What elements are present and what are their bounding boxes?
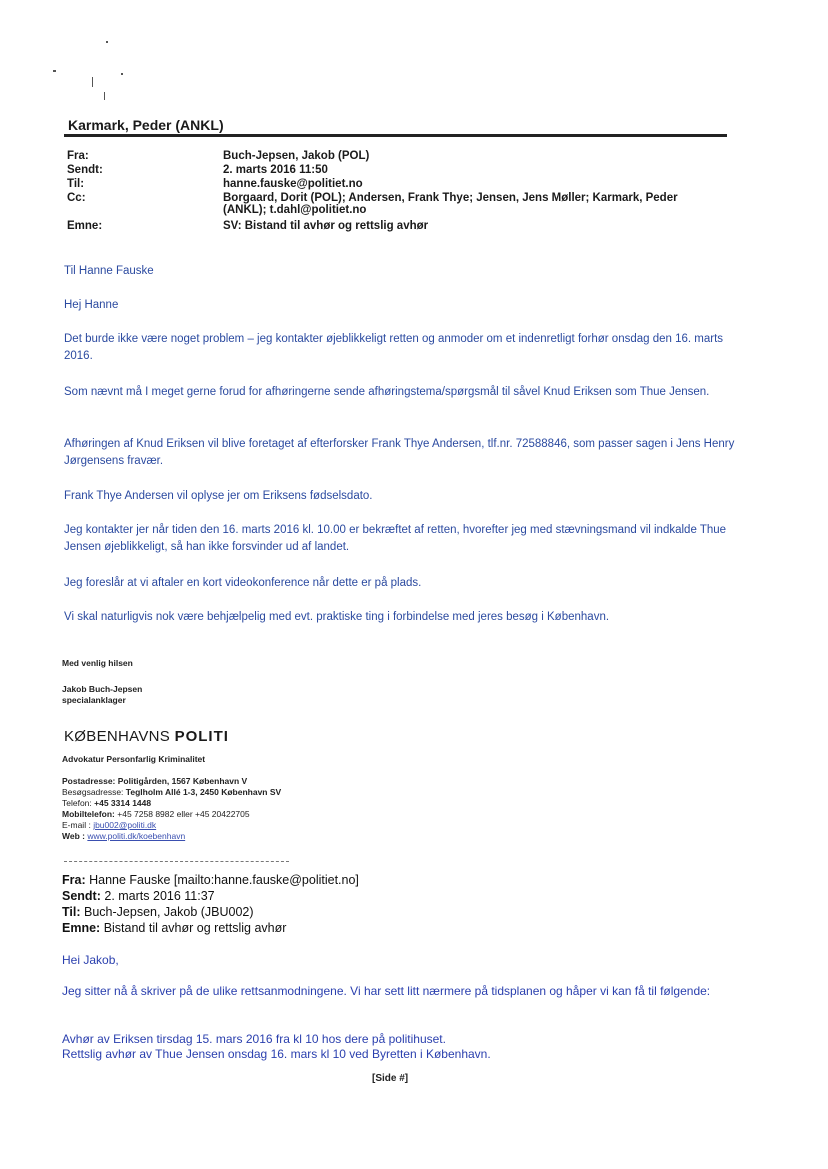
from-value: Buch-Jepsen, Jakob (POL) [223,150,370,162]
phone-value: +45 3314 1448 [94,798,152,808]
fwd-to-label: Til: [62,905,81,919]
to-value: hanne.fauske@politiet.no [223,178,363,190]
fwd-schedule-line: Rettslig avhør av Thue Jensen onsdag 16. mars kl 10 ved Byretten i København. [62,1047,491,1061]
visit-label: Besøgsadresse: [62,787,124,797]
message-paragraph: Som nævnt må I meget gerne forud for afhøringerne sende afhøringstema/spørgsmål til såvel Knud Eriksen som Thue Jensen. [64,386,710,398]
subject-label: Emne: [67,220,103,232]
forward-separator [64,861,289,862]
signature-role: specialanklager [62,695,126,705]
mobile-value: +45 7258 8982 eller +45 20422705 [117,809,250,819]
fwd-from-label: Fra: [62,873,86,887]
email-line [62,820,156,830]
message-paragraph: Jeg foreslår at vi aftaler en kort videokonference når dette er på plads. [64,577,422,589]
postal-label: Postadresse: [62,776,116,786]
message-paragraph: Vi skal naturligvis nok være behjælpelig med evt. praktiske ting i forbindelse med jeres besøg i København. [64,611,610,623]
phone-line [62,798,151,808]
message-addressee: Til Hanne Fauske [64,265,154,277]
logo-text-right: POLITI [174,728,229,745]
phone-label: Telefon: [62,798,92,808]
signature-greeting: Med venlig hilsen [62,658,133,668]
message-greeting: Hej Hanne [64,299,119,311]
fwd-sent-value: 2. marts 2016 11:37 [104,889,215,903]
fwd-sent-label: Sendt: [62,889,101,903]
sent-value: 2. marts 2016 11:50 [223,164,328,176]
to-label: Til: [67,178,85,190]
cc-value: Borgaard, Dorit (POL); Andersen, Frank Thye; Jensen, Jens Møller; Karmark, Peder (ANKL); t.dahl@politiet.no [223,192,678,216]
from-label: Fra: [67,150,89,162]
fwd-subject-line [62,920,286,937]
web-label: Web : [62,831,85,841]
subject-value: SV: Bistand til avhør og rettslig avhør [223,220,429,232]
message-paragraph: Jeg kontakter jer når tiden den 16. marts 2016 kl. 10.00 er bekræftet af retten, hvorefter jeg med stævningsmand vil indkalde Thue Jensen øjeblikkeligt, så han ikke forsvinder ud af landet. [64,524,727,553]
cc-label: Cc: [67,192,86,204]
web-line [62,831,185,841]
page-number: [Side #] [372,1073,409,1084]
fwd-sent-line [62,888,215,905]
fwd-subject-value: Bistand til avhør og rettslig avhør [103,921,287,935]
mobile-line [62,809,250,819]
fwd-from-value: Hanne Fauske [mailto:hanne.fauske@politiet.no] [89,873,359,887]
message-paragraph: Afhøringen af Knud Eriksen vil blive foretaget af efterforsker Frank Thye Andersen, tlf.nr. 72588846, som passer sagen i Jens Henry Jørgensens fravær. [64,438,735,467]
fwd-from-line [62,872,359,889]
signature-name: Jakob Buch-Jepsen [62,684,143,694]
fwd-to-line [62,904,254,921]
fwd-schedule-line: Avhør av Eriksen tirsdag 15. mars 2016 fra kl 10 hos dere på politihuset. [62,1032,446,1046]
message-paragraph: Det burde ikke være noget problem – jeg kontakter øjeblikkeligt retten og anmoder om et indenretligt forhør onsdag den 16. marts 2016. [64,333,724,362]
email-link[interactable]: jbu002@politi.dk [93,820,157,830]
visit-address-line [62,787,281,797]
postal-address-line [62,776,247,786]
email-label: E-mail : [62,820,91,830]
mobile-label: Mobiltelefon: [62,809,115,819]
copenhagen-police-logo [64,728,229,745]
mailbox-owner-title: Karmark, Peder (ANKL) [68,117,224,133]
logo-text-left: KØBENHAVNS [64,728,171,745]
visit-value: Teglholm Allé 1-3, 2450 København SV [125,787,282,797]
department-name: Advokatur Personfarlig Kriminalitet [62,754,206,764]
message-paragraph: Frank Thye Andersen vil oplyse jer om Eriksens fødselsdato. [64,490,373,502]
fwd-to-value: Buch-Jepsen, Jakob (JBU002) [84,905,254,919]
web-link[interactable]: www.politi.dk/koebenhavn [87,831,186,841]
fwd-paragraph: Jeg sitter nå å skriver på de ulike rettsanmodningene. Vi har sett litt nærmere på tidsplanen og håper vi kan få til følgende: [62,984,711,998]
fwd-greeting: Hei Jakob, [62,953,119,967]
sent-label: Sendt: [67,164,103,176]
fwd-subject-label: Emne: [62,921,101,935]
postal-value: Politigården, 1567 København V [117,776,248,786]
title-divider [64,134,727,137]
